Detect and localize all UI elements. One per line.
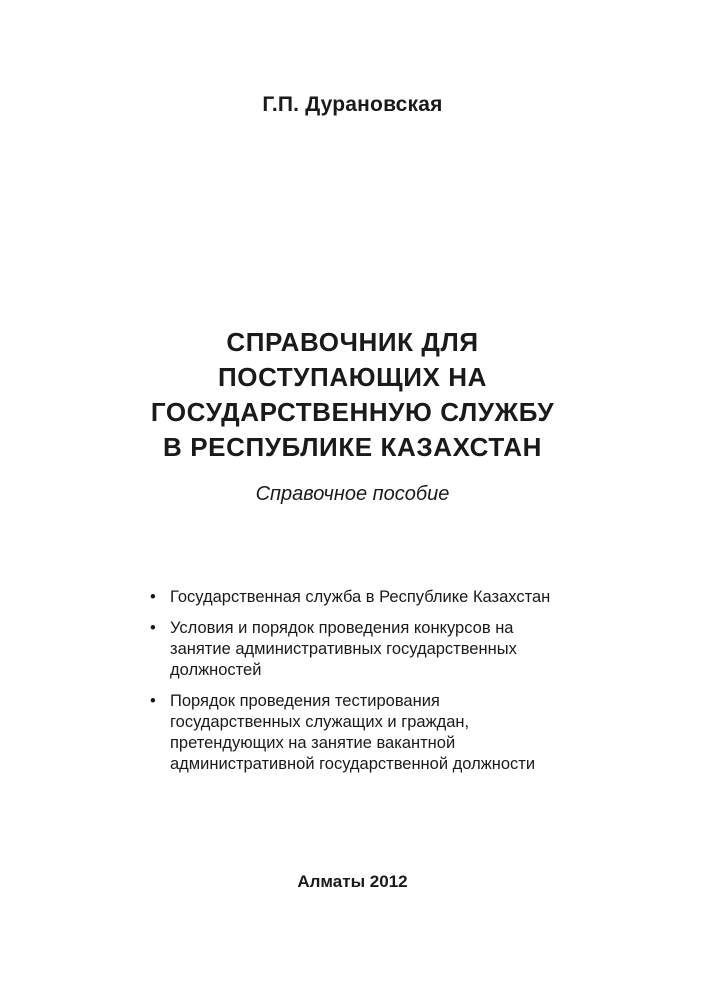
list-item-line: Порядок проведения тестирования — [170, 692, 440, 710]
list-item — [148, 618, 618, 681]
list-item — [148, 587, 618, 608]
contents-bullet-list — [148, 587, 618, 785]
book-title-line: СПРАВОЧНИК ДЛЯ — [226, 327, 479, 357]
list-item-line: государственных служащих и граждан, — [170, 713, 470, 731]
list-item-line: претендующих на занятие вакантной — [170, 734, 456, 752]
book-title-line: В РЕСПУБЛИКЕ КАЗАХСТАН — [163, 432, 542, 462]
list-item-line: занятие административных государственных — [170, 640, 517, 658]
book-title-line: ПОСТУПАЮЩИХ НА — [217, 362, 488, 392]
bullet-icon: • — [150, 692, 156, 710]
list-item-line: Условия и порядок проведения конкурсов на — [170, 619, 514, 637]
list-item-line: административной государственной должности — [170, 755, 536, 773]
publication-imprint: Алматы 2012 — [297, 872, 408, 891]
book-subtitle: Справочное пособие — [255, 483, 450, 505]
list-item-line: Государственная служба в Республике Казахстан — [170, 588, 551, 606]
bullet-icon: • — [150, 588, 156, 606]
list-item — [148, 691, 618, 775]
book-title — [0, 325, 705, 465]
author-name: Г.П. Дурановская — [262, 93, 443, 116]
bullet-icon: • — [150, 619, 156, 637]
book-title-line: ГОСУДАРСТВЕННУЮ СЛУЖБУ — [150, 397, 555, 427]
list-item-line: должностей — [170, 661, 262, 679]
